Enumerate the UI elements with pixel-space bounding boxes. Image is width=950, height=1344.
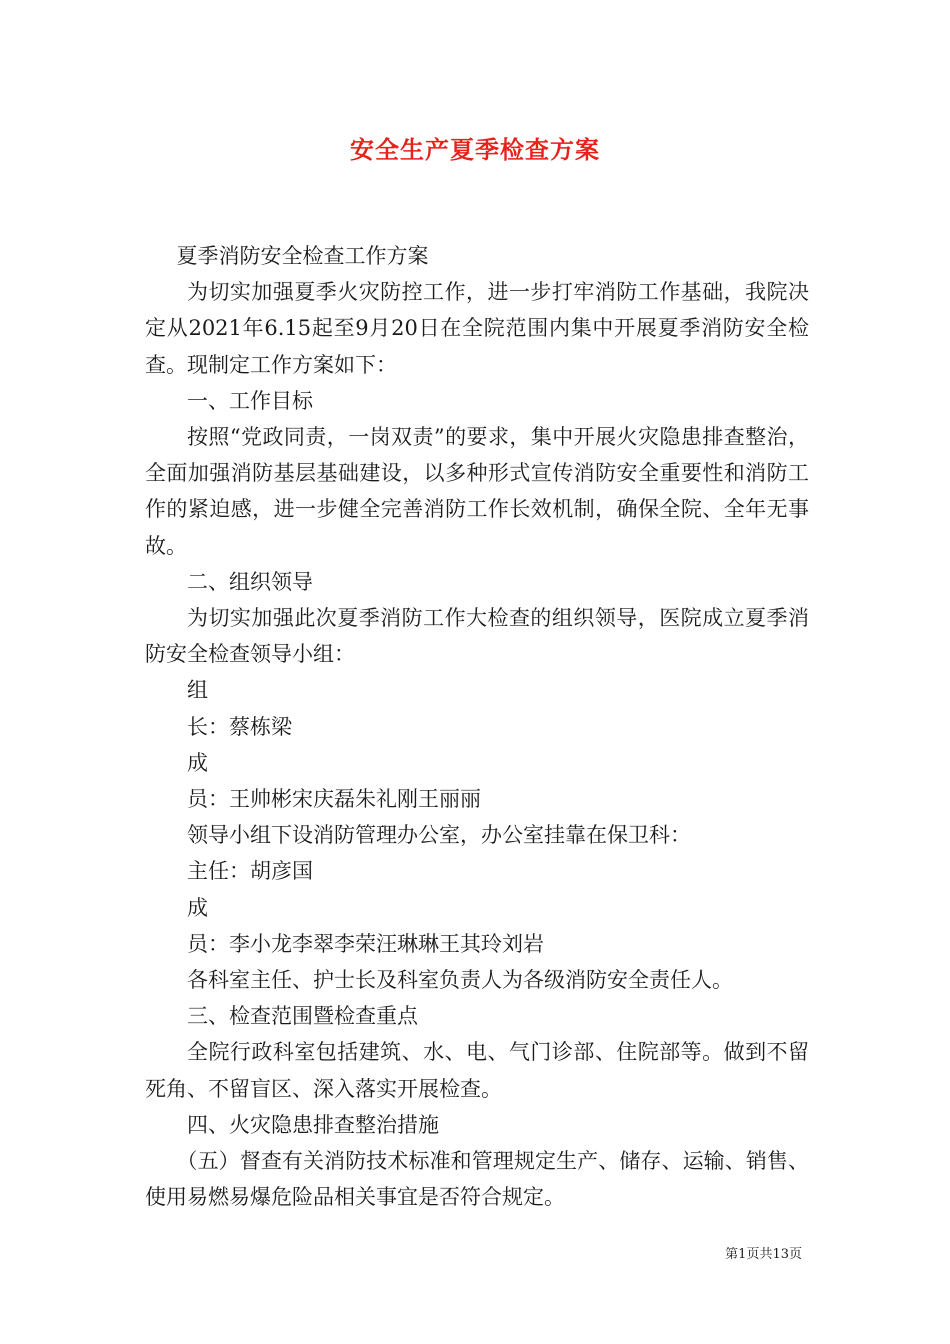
paragraph: 员：李小龙李翠李荣汪琳琳王其玲刘岩 <box>187 931 544 956</box>
document-body <box>145 238 809 1215</box>
section-heading: 三、检查范围暨检查重点 <box>187 1004 418 1029</box>
page-number: 第1页共13页 <box>725 1247 802 1262</box>
paragraph: 按照“党政同责，一岗双责”的要求，集中开展火灾隐患排查整治，全面加强消防基层基础建设，以多种形式宣传消防安全重要性和消防工作的紧迫感，进一步健全完善消防工作长效机制，确保全院、全年无事故。 <box>145 425 809 558</box>
paragraph: 主任：胡彦国 <box>187 859 313 884</box>
section-heading: 一、工作目标 <box>187 388 313 413</box>
paragraph: 为切实加强夏季火灾防控工作，进一步打牢消防工作基础，我院决定从2021年6.15起至9月20日在全院范围内集中开展夏季消防安全检查。现制定工作方案如下： <box>145 280 809 377</box>
paragraph: 为切实加强此次夏季消防工作大检查的组织领导，医院成立夏季消防安全检查领导小组： <box>145 606 809 667</box>
paragraph: 领导小组下设消防管理办公室，办公室挂靠在保卫科： <box>187 823 691 848</box>
paragraph: （五）督查有关消防技术标准和管理规定生产、储存、运输、销售、使用易燃易爆危险品相关事宜是否符合规定。 <box>145 1149 809 1210</box>
paragraph: 员：王帅彬宋庆磊朱礼刚王丽丽 <box>187 787 481 812</box>
section-heading: 四、火灾隐患排查整治措施 <box>187 1112 439 1137</box>
section-heading: 二、组织领导 <box>187 569 313 594</box>
document-title: 安全生产夏季检查方案 <box>350 135 600 164</box>
paragraph: 全院行政科室包括建筑、水、电、气门诊部、住院部等。做到不留死角、不留盲区、深入落实开展检查。 <box>145 1040 809 1101</box>
paragraph: 成 <box>187 750 208 775</box>
paragraph: 成 <box>187 895 208 920</box>
section-heading: 夏季消防安全检查工作方案 <box>176 244 429 268</box>
paragraph: 长：蔡栋梁 <box>187 714 292 739</box>
paragraph: 组 <box>187 678 208 703</box>
paragraph: 各科室主任、护士长及科室负责人为各级消防安全责任人。 <box>187 968 733 993</box>
